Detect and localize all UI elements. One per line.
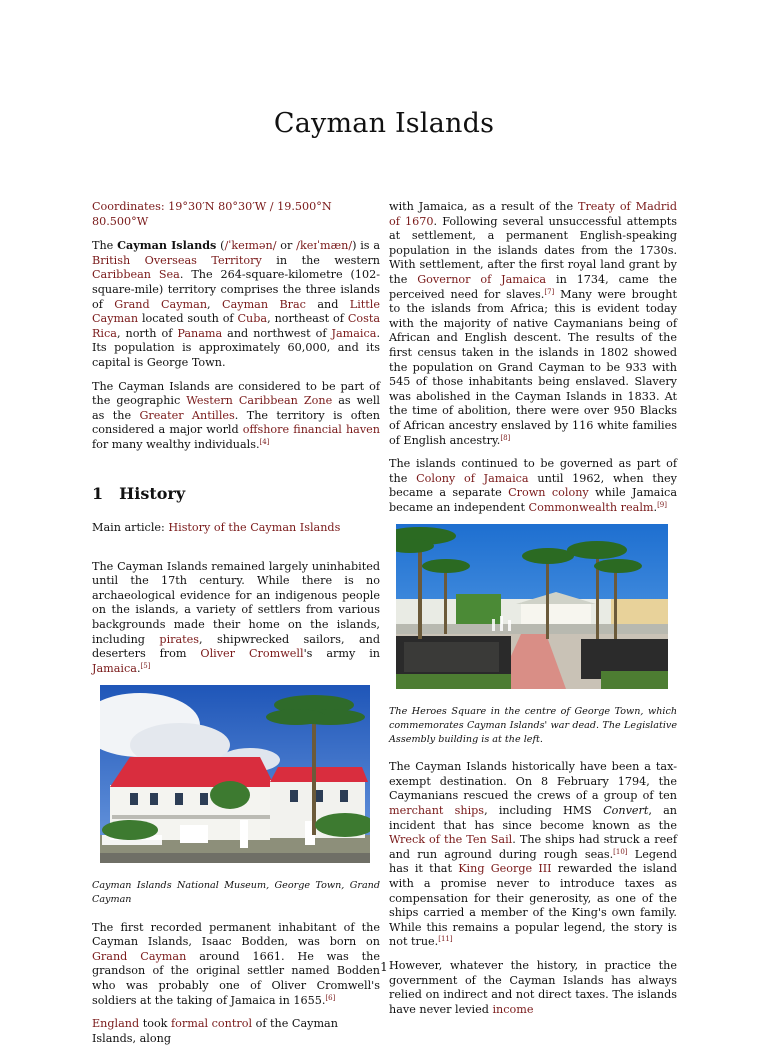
- text: located south of: [138, 312, 238, 326]
- link-king-george-iii[interactable]: King George III: [458, 862, 552, 876]
- link-grand-cayman[interactable]: Grand Cayman: [114, 297, 208, 311]
- museum-photo[interactable]: [100, 685, 370, 863]
- reference-link[interactable]: [11]: [438, 935, 453, 944]
- link-caribbean-sea[interactable]: Caribbean Sea: [92, 268, 180, 282]
- text: of the Cayman Islands, along: [92, 1017, 338, 1045]
- text: or: [276, 239, 297, 253]
- reference-link[interactable]: [9]: [657, 500, 667, 509]
- text: and northwest of: [222, 326, 332, 340]
- text: (: [216, 239, 225, 253]
- history-paragraph-1: [92, 560, 380, 677]
- link-merchant-ships[interactable]: merchant ships: [389, 804, 485, 818]
- link-governor-of-jamaica[interactable]: Governor of Jamaica: [417, 272, 547, 286]
- section-number: 1: [92, 483, 104, 503]
- text: . The 264-square-kilometre (102-square-mile) territory comprises the three islands of: [92, 268, 380, 311]
- link-income[interactable]: income: [492, 1002, 534, 1016]
- text: Legend has it that: [389, 847, 677, 876]
- text: as well as the: [92, 394, 380, 422]
- intro-paragraph-2: [92, 380, 380, 453]
- link-jamaica[interactable]: Jamaica: [331, 326, 377, 340]
- reference-link[interactable]: [6]: [325, 993, 336, 1002]
- text: with Jamaica, as a result of the: [389, 200, 578, 213]
- link-england[interactable]: England: [92, 1017, 140, 1031]
- text: 's army in: [303, 647, 380, 661]
- text: The islands continued to be governed as part of the: [389, 457, 677, 485]
- link-panama[interactable]: Panama: [177, 326, 223, 340]
- figure-heroes-square: [389, 524, 677, 746]
- link-little-cayman[interactable]: Little Cayman: [92, 297, 380, 326]
- pronunciation-link-2[interactable]: /keɪˈmæn/: [296, 239, 353, 253]
- link-wreck-of-the-ten-sail[interactable]: Wreck of the Ten Sail: [389, 833, 513, 847]
- intro-paragraph-1: [92, 238, 380, 370]
- link-history-of-cayman-islands[interactable]: History of the Cayman Islands: [168, 521, 341, 535]
- history-paragraph-3-start: [92, 1017, 380, 1046]
- figure-caption: The Heroes Square in the centre of George Town, which commemorates Cayman Islands' war dead. The Legislative Assembly building is at the left.: [389, 706, 677, 745]
- link-western-caribbean-zone[interactable]: Western Caribbean Zone: [186, 394, 333, 408]
- link-commonwealth-realm[interactable]: Commonwealth realm: [528, 500, 654, 514]
- text: . The territory is often considered a major world: [92, 408, 380, 437]
- text: Main article:: [92, 521, 169, 535]
- text: in 1734, came the perceived need for slaves.: [389, 272, 677, 301]
- text: .: [136, 661, 141, 675]
- figure-national-museum: [92, 685, 380, 906]
- history-paragraph-5: [389, 760, 677, 950]
- link-crown-colony[interactable]: Crown colony: [508, 486, 589, 500]
- reference-link[interactable]: [4]: [259, 437, 270, 446]
- coordinates-link[interactable]: Coordinates: 19°30′N 80°30′W / 19.500°N 80.500°W: [92, 200, 332, 228]
- text: The: [92, 239, 118, 253]
- text: rewarded the island with a promise never to introduce taxes as compensation for their generosity, as one of the ships carried a member of the King's own family. While this remains a popular legend, the story is not true.: [389, 862, 677, 949]
- page-title: Cayman Islands: [273, 108, 495, 139]
- text: . Its population is approximately 60,000, and its capital is George Town.: [92, 326, 380, 369]
- term-bold: Cayman Islands: [117, 238, 217, 253]
- text: , shipwrecked sailors, and deserters from: [92, 632, 380, 661]
- link-oliver-cromwell[interactable]: Oliver Cromwell: [200, 647, 304, 661]
- left-column: [92, 200, 380, 1055]
- text: ,: [207, 297, 223, 311]
- text: , including HMS: [484, 804, 604, 818]
- text: .: [653, 500, 658, 514]
- link-costa-rica[interactable]: Costa Rica: [92, 312, 381, 340]
- text: However, whatever the history, in practice the government of the Cayman Islands has always relied on indirect and not direct taxes. The islands have never levied: [389, 958, 677, 1016]
- text: while Jamaica became an independent: [389, 486, 677, 514]
- text: The Cayman Islands historically have been a tax-exempt destination. On 8 February 1794, the Caymanians rescued the crews of a group of ten: [389, 760, 677, 803]
- link-grand-cayman[interactable]: Grand Cayman: [92, 949, 187, 963]
- text: for many wealthy individuals.: [92, 437, 260, 451]
- link-cuba[interactable]: Cuba: [237, 312, 268, 326]
- page-number: 1: [380, 960, 388, 974]
- link-pirates[interactable]: pirates: [159, 632, 200, 646]
- link-british-overseas-territory[interactable]: British Overseas Territory: [92, 253, 262, 267]
- text: around 1661. He was the grandson of the original settler named Bodden who was probably one of Oliver Cromwell's soldiers at the taking of Jamaica in 1655.: [92, 949, 380, 1007]
- main-article-note: [92, 521, 380, 536]
- link-offshore-financial-haven[interactable]: offshore financial haven: [242, 423, 380, 437]
- link-cayman-brac[interactable]: Cayman Brac: [222, 297, 306, 311]
- text: and: [305, 297, 350, 311]
- link-greater-antilles[interactable]: Greater Antilles: [139, 408, 235, 422]
- text: took: [139, 1017, 172, 1031]
- figure-caption: Cayman Islands National Museum, George Town, Grand Cayman: [92, 880, 380, 906]
- text: , northeast of: [267, 312, 348, 326]
- history-paragraph-4: [389, 457, 677, 515]
- ship-name: Convert: [603, 804, 649, 818]
- text: The Cayman Islands remained largely uninhabited until the 17th century. While there is no archaeological evidence for an indigenous people on the islands, a variety of settlers from various backgrounds made their home on the islands, including: [92, 559, 380, 646]
- right-column: [389, 200, 677, 1026]
- section-heading-history: [92, 483, 380, 503]
- link-jamaica[interactable]: Jamaica: [92, 661, 137, 675]
- text: , north of: [116, 326, 178, 340]
- text: The Cayman Islands are considered to be part of the geographic: [92, 379, 380, 408]
- text: , an incident that has since become known as the: [389, 804, 677, 832]
- text: in the western: [261, 253, 380, 267]
- heroes-square-photo[interactable]: [396, 524, 668, 689]
- link-colony-of-jamaica[interactable]: Colony of Jamaica: [416, 471, 529, 485]
- pronunciation-link-1[interactable]: /ˈkeɪmən/: [224, 239, 277, 253]
- history-paragraph-3-cont: [389, 200, 677, 448]
- reference-link[interactable]: [10]: [613, 847, 628, 856]
- text: until 1962, when they became a separate: [389, 471, 677, 500]
- text: . Following several unsuccessful attempts at settlement, a permanent English-speaking population in the islands dates from the 1730s. With settlement, after the first royal land grant by the: [389, 214, 678, 286]
- text: ) is a: [352, 239, 380, 253]
- link-formal-control[interactable]: formal control: [171, 1017, 253, 1031]
- reference-link[interactable]: [7]: [544, 287, 555, 296]
- section-title: History: [119, 483, 186, 503]
- reference-link[interactable]: [5]: [140, 661, 151, 670]
- link-treaty-of-madrid[interactable]: Treaty of Madrid of 1670: [389, 200, 677, 228]
- text: The first recorded permanent inhabitant of the Cayman Islands, Isaac Bodden, was born on: [92, 920, 380, 949]
- text: Many were brought to the islands from Africa; this is evident today with the majority of native Caymanians being of African and English descent. The results of the first census taken in the islands in 1802 showed the population on Grand Cayman to be 933 with 545 of those inhabitants being enslaved. Slavery was abolished in the Cayman Islands in 1833. At the time of abolition, there were over 950 Blacks of African ancestry enslaved by 116 white families of English ancestry.: [389, 287, 677, 447]
- text: . The ships had struck a reef and run aground during rough seas.: [389, 833, 677, 861]
- reference-link[interactable]: [8]: [500, 433, 511, 442]
